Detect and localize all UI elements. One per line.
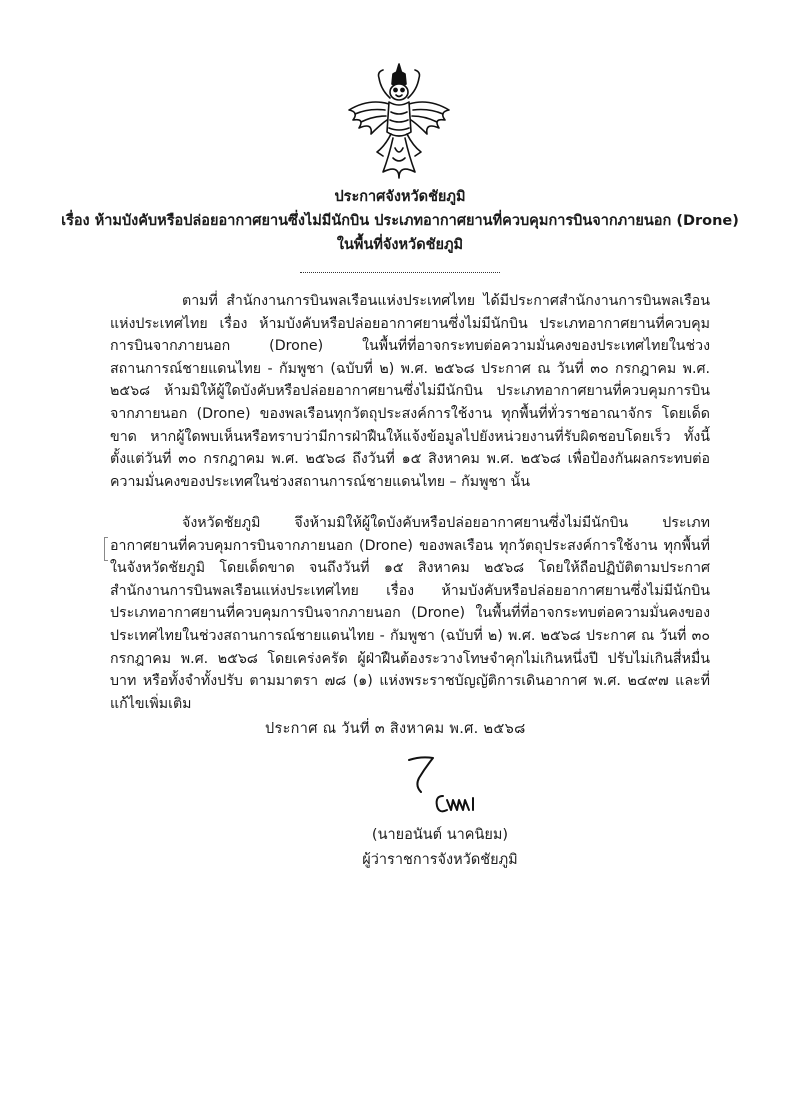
signer-title: ผู้ว่าราชการจังหวัดชัยภูมิ <box>362 852 518 868</box>
scan-artifact <box>104 537 108 561</box>
body-paragraph-2: จังหวัดชัยภูมิ จึงห้ามมิให้ผู้ใดบังคับหรือปล่อยอากาศยานซึ่งไม่มีนักบิน ประเภทอากาศยานที่ควบคุมการบินจากภายนอก (Drone) ของพลเรือน ทุกวัตถุประสงค์การใช้งาน ทุกพื้นที่ในจังหวัดชัยภูมิ โดยเด็ดขาด จนถึงวันที่ ๑๕ สิงหาคม ๒๕๖๘ โดยให้ถือปฏิบัติตามประกาศสำนักงานการบินพลเรือนแห่งประเทศไทย เรื่อง ห้ามบังคับหรือปล่อยอากาศยานซึ่งไม่มีนักบิน ประเภทอากาศยานที่ควบคุมการบินจากภายนอก (Drone) ในพื้นที่ที่อาจกระทบต่อความมั่นคงของประเทศไทยในช่วงสถานการณ์ชายแดนไทย - กัมพูชา (ฉบับที่ ๒) พ.ศ. ๒๕๖๘ ประกาศ ณ วันที่ ๓๐ กรกฎาคม พ.ศ. ๒๕๖๘ โดยเคร่งครัด ผู้ฝ่าฝืนต้องระวางโทษจำคุกไม่เกินหนึ่งปี ปรับไม่เกินสี่หมื่นบาท หรือทั้งจำทั้งปรับ ตามมาตรา ๗๘ (๑) แห่งพระราชบัญญัติการเดินอากาศ พ.ศ. ๒๔๙๗ และที่แก้ไขเพิ่มเติม <box>110 515 710 712</box>
garuda-emblem-icon <box>343 60 455 180</box>
announcement-subject: เรื่อง ห้ามบังคับหรือปล่อยอากาศยานซึ่งไม่มีนักบิน ประเภทอากาศยานที่ควบคุมการบินจากภายนอก (Drone) <box>61 213 739 229</box>
announcement-date: ประกาศ ณ วันที่ ๓ สิงหาคม พ.ศ. ๒๕๖๘ <box>265 721 526 737</box>
body-paragraph-1: ตามที่ สำนักงานการบินพลเรือนแห่งประเทศไทย ได้มีประกาศสำนักงานการบินพลเรือนแห่งประเทศไทย เรื่อง ห้ามบังคับหรือปล่อยอากาศยานซึ่งไม่มีนักบิน ประเภทอากาศยานที่ควบคุมการบินจากภายนอก (Drone) ในพื้นที่ที่อาจกระทบต่อความมั่นคงของประเทศไทยในช่วงสถานการณ์ชายแดนไทย - กัมพูชา (ฉบับที่ ๒) พ.ศ. ๒๕๖๘ ประกาศ ณ วันที่ ๓๐ กรกฎาคม พ.ศ. ๒๕๖๘ ห้ามมิให้ผู้ใดบังคับหรือปล่อยอากาศยานซึ่งไม่มีนักบิน ประเภทอากาศยานที่ควบคุมการบินจากภายนอก (Drone) ของพลเรือนทุกวัตถุประสงค์การใช้งาน ทุกพื้นที่ทั่วราชอาณาจักร โดยเด็ดขาด หากผู้ใดพบเห็นหรือทราบว่ามีการฝ่าฝืนให้แจ้งข้อมูลไปยังหน่วยงานที่รับผิดชอบโดยเร็ว ทั้งนี้ ตั้งแต่วันที่ ๓๐ กรกฎาคม พ.ศ. ๒๕๖๘ ถึงวันที่ ๑๕ สิงหาคม พ.ศ. ๒๕๖๘ เพื่อป้องกันผลกระทบต่อความมั่นคงของประเทศในช่วงสถานการณ์ชายแดนไทย – กัมพูชา นั้น <box>110 293 710 490</box>
signer-name: (นายอนันต์ นาคนิยม) <box>371 827 509 843</box>
handwritten-signature <box>395 752 515 832</box>
dotted-separator <box>300 258 500 273</box>
announcement-area: ในพื้นที่จังหวัดชัยภูมิ <box>336 237 464 253</box>
announcement-heading: ประกาศจังหวัดชัยภูมิ <box>334 189 466 205</box>
